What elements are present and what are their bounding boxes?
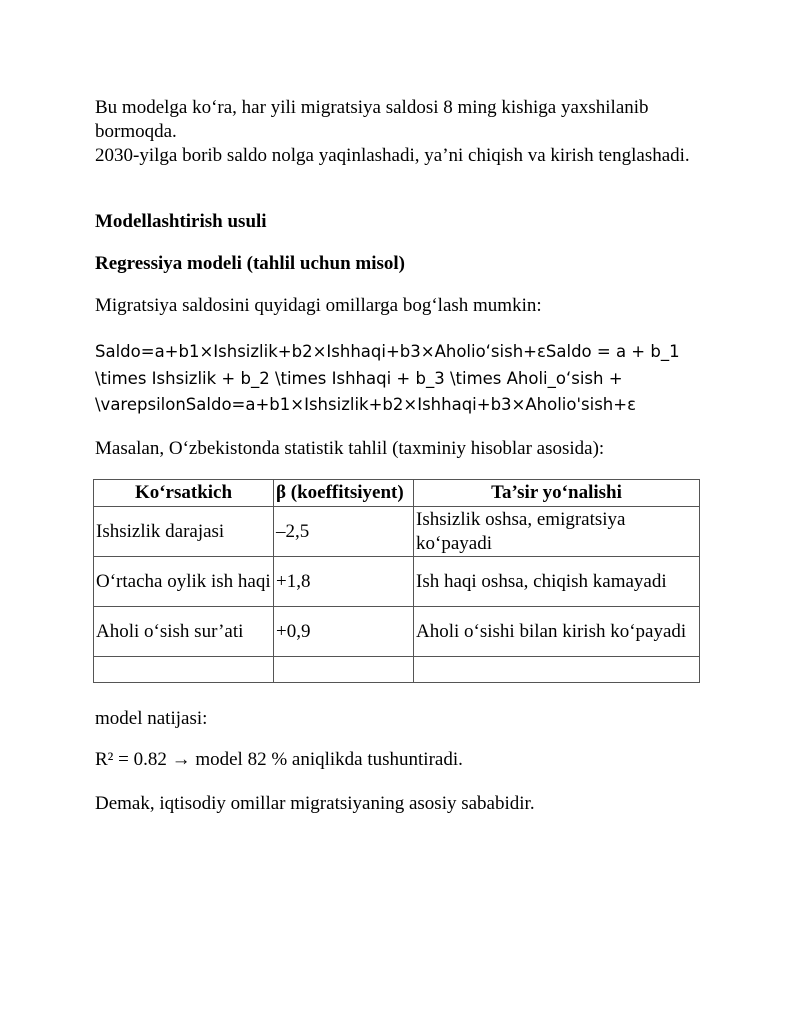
paragraph-intro-2: 2030-yilga borib saldo nolga yaqinlashadi, ya’ni chiqish va kirish tenglashadi. [95, 145, 690, 166]
table-header-row [94, 480, 700, 507]
table-cell [94, 657, 274, 683]
table-cell: Aholi o‘sishi bilan kirish ko‘payadi [414, 607, 700, 657]
table-header-cell: Ta’sir yo‘nalishi [414, 480, 700, 507]
table-cell: +1,8 [274, 557, 414, 607]
paragraph-regression-intro: Migratsiya saldosini quyidagi omillarga bog‘lash mumkin: [95, 295, 542, 316]
r-squared-statement: R² = 0.82 → model 82 % aniqlikda tushuntiradi. [95, 749, 463, 770]
table-row [94, 507, 700, 557]
table-cell: +0,9 [274, 607, 414, 657]
table-row [94, 607, 700, 657]
table-cell [274, 657, 414, 683]
table-cell: –2,5 [274, 507, 414, 557]
heading-method: Modellashtirish usuli [95, 211, 267, 232]
result-label: model natijasi: [95, 708, 208, 729]
paragraph-intro-1: Bu modelga ko‘ra, har yili migratsiya saldosi 8 ming kishiga yaxshilanib bormoqda. [95, 97, 649, 142]
conclusion-statement: Demak, iqtisodiy omillar migratsiyaning asosiy sababidir. [95, 793, 535, 814]
table-cell: Ishsizlik darajasi [94, 507, 274, 557]
heading-regression: Regressiya modeli (tahlil uchun misol) [95, 253, 405, 274]
table-cell [414, 657, 700, 683]
paragraph-table-intro: Masalan, O‘zbekistonda statistik tahlil (taxminiy hisoblar asosida): [95, 438, 605, 459]
table-cell: Ish haqi oshsa, chiqish kamayadi [414, 557, 700, 607]
table-row-empty [94, 657, 700, 683]
table-cell: Aholi o‘sish sur’ati [94, 607, 274, 657]
regression-formula: Saldo=a+b1×Ishsizlik+b2×Ishhaqi+b3×Aholioʻsish+εSaldo = a + b_1 \times Ishsizlik + b_2 \times Ishhaqi + b_3 \times Aholi_oʻsish + \varepsilonSaldo=a+b1×Ishsizlik+b2×Ishhaqi+b3×Aholio'sish+ε [95, 342, 680, 414]
table-header-cell: β (koeffitsiyent) [274, 480, 414, 507]
table-cell: Ishsizlik oshsa, emigratsiya ko‘payadi [414, 507, 700, 557]
table-header-cell: Ko‘rsatkich [94, 480, 274, 507]
table-cell: O‘rtacha oylik ish haqi [94, 557, 274, 607]
coefficients-table [93, 479, 700, 683]
table-row [94, 557, 700, 607]
